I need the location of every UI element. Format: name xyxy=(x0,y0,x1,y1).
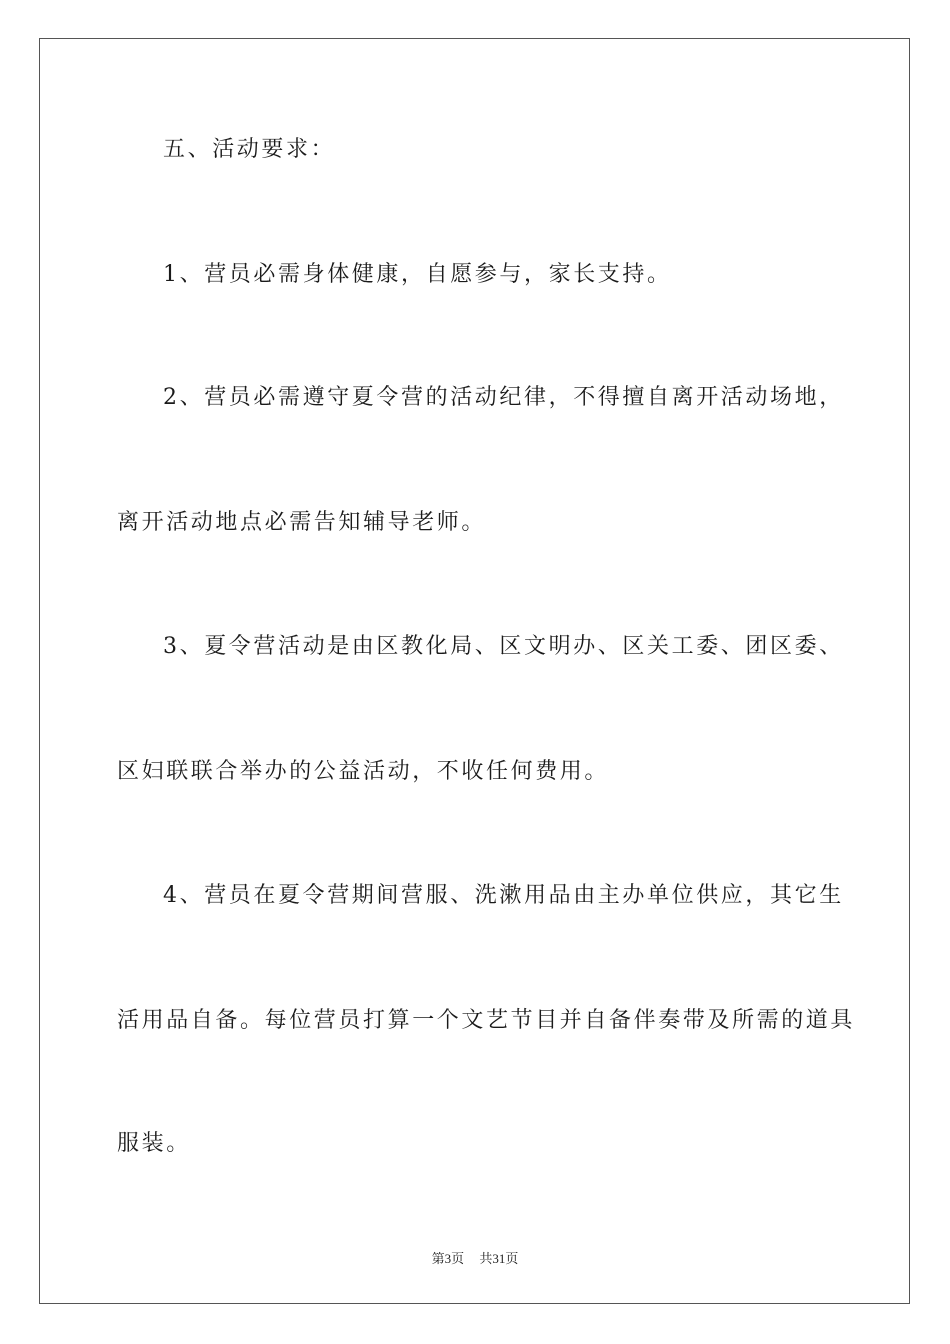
item-3-line-1: 3、夏令营活动是由区教化局、区文明办、区关工委、团区委、 xyxy=(163,634,844,659)
item-2-line-2: 离开活动地点必需告知辅导老师。 xyxy=(117,510,487,535)
item-4-line-3: 服装。 xyxy=(117,1131,191,1156)
page-footer xyxy=(0,1248,950,1267)
section-heading: 五、活动要求： xyxy=(163,137,336,162)
item-3-line-2: 区妇联联合举办的公益活动，不收任何费用。 xyxy=(117,759,610,784)
page-border xyxy=(39,38,910,1304)
item-4-line-1: 4、营员在夏令营期间营服、洗漱用品由主办单位供应，其它生 xyxy=(163,883,844,908)
item-4-line-2: 活用品自备。每位营员打算一个文艺节目并自备伴奏带及所需的道具 xyxy=(117,1008,856,1033)
page-number: 第3页 xyxy=(431,1251,465,1266)
item-2-line-1: 2、营员必需遵守夏令营的活动纪律，不得擅自离开活动场地， xyxy=(163,385,844,410)
item-1-line-1: 1、营员必需身体健康，自愿参与，家长支持。 xyxy=(163,262,672,287)
page-total: 共31页 xyxy=(479,1251,519,1266)
